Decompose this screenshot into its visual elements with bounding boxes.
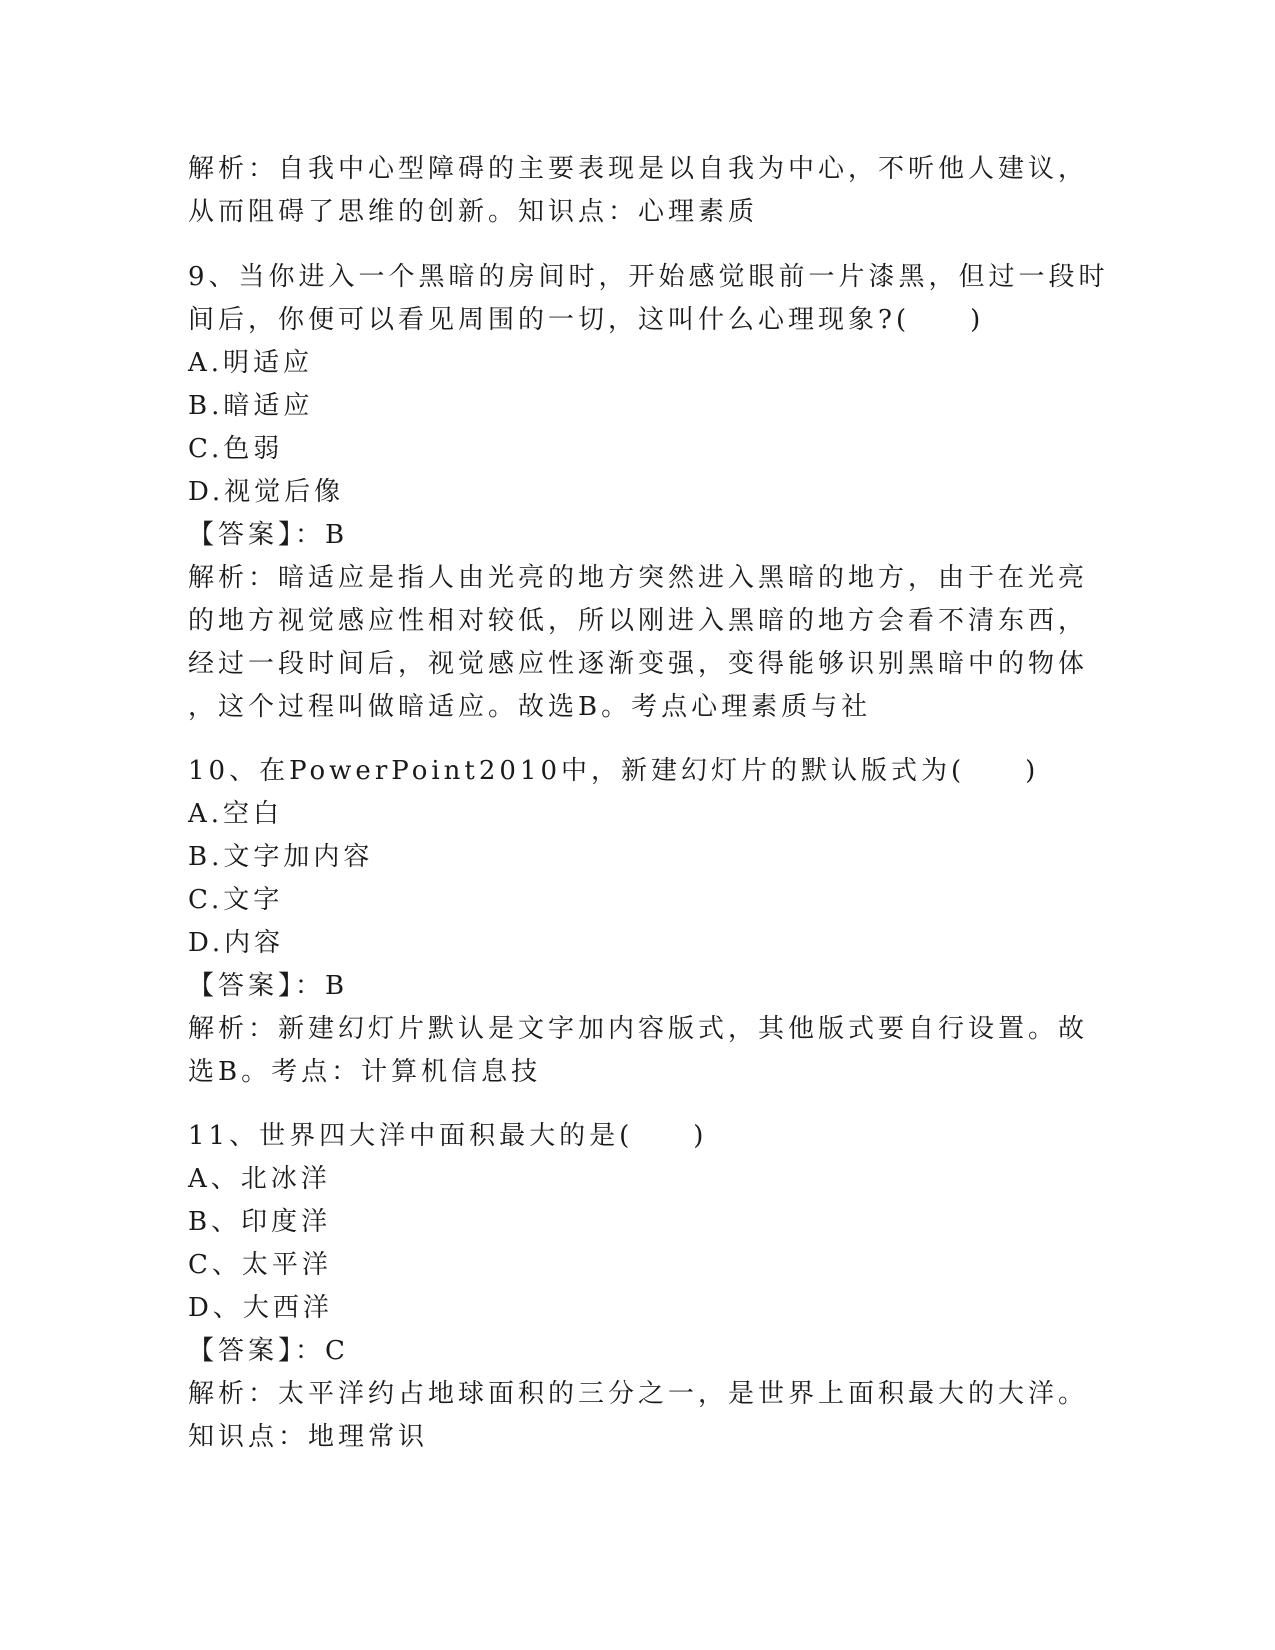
option-a: A、北冰洋 xyxy=(188,1164,331,1194)
option-c: C.色弱 xyxy=(188,434,284,464)
explanation-line: 解析：自我中心型障碍的主要表现是以自我为中心，不听他人建议， xyxy=(188,154,1089,184)
answer: 【答案】：B xyxy=(188,520,349,550)
explanation-line: 经过一段时间后，视觉感应性逐渐变强，变得能够识别黑暗中的物体 xyxy=(188,649,1089,679)
option-d: D.内容 xyxy=(188,928,285,958)
option-d: D.视觉后像 xyxy=(188,477,345,507)
option-b: B.暗适应 xyxy=(188,391,314,421)
explanation-line: 解析：暗适应是指人由光亮的地方突然进入黑暗的地方，由于在光亮 xyxy=(188,563,1089,593)
question-stem: 9、当你进入一个黑暗的房间时，开始感觉眼前一片漆黑，但过一段时 xyxy=(188,262,1109,292)
explanation-line: 解析：太平洋约占地球面积的三分之一，是世界上面积最大的大洋。 xyxy=(188,1379,1089,1409)
answer: 【答案】：B xyxy=(188,971,349,1001)
intro-explanation xyxy=(188,148,1088,234)
question-stem: 11、世界四大洋中面积最大的是( ) xyxy=(188,1121,708,1151)
question-9 xyxy=(188,256,1109,729)
option-a: A.空白 xyxy=(188,799,284,829)
option-b: B.文字加内容 xyxy=(188,842,374,872)
option-b: B、印度洋 xyxy=(188,1207,332,1237)
document-page xyxy=(188,148,1109,1459)
option-c: C.文字 xyxy=(188,885,284,915)
explanation-line: 知识点：地理常识 xyxy=(188,1422,429,1452)
question-stem: 间后，你便可以看见周围的一切，这叫什么心理现象?( ) xyxy=(188,305,985,335)
option-d: D、大西洋 xyxy=(188,1293,333,1323)
question-stem: 10、在PowerPoint2010中，新建幻灯片的默认版式为( ) xyxy=(188,756,1040,786)
question-10 xyxy=(188,750,1088,1094)
explanation-line: 选B。考点：计算机信息技 xyxy=(188,1057,542,1087)
explanation-line: 的地方视觉感应性相对较低，所以刚进入黑暗的地方会看不清东西， xyxy=(188,606,1089,636)
explanation-line: 解析：新建幻灯片默认是文字加内容版式，其他版式要自行设置。故 xyxy=(188,1014,1089,1044)
explanation-line: 从而阻碍了思维的创新。知识点：心理素质 xyxy=(188,197,759,227)
answer: 【答案】：C xyxy=(188,1336,349,1366)
explanation-line: ，这个过程叫做暗适应。故选B。考点心理素质与社 xyxy=(188,692,872,722)
question-11 xyxy=(188,1115,1088,1459)
option-a: A.明适应 xyxy=(188,348,314,378)
option-c: C、太平洋 xyxy=(188,1250,332,1280)
